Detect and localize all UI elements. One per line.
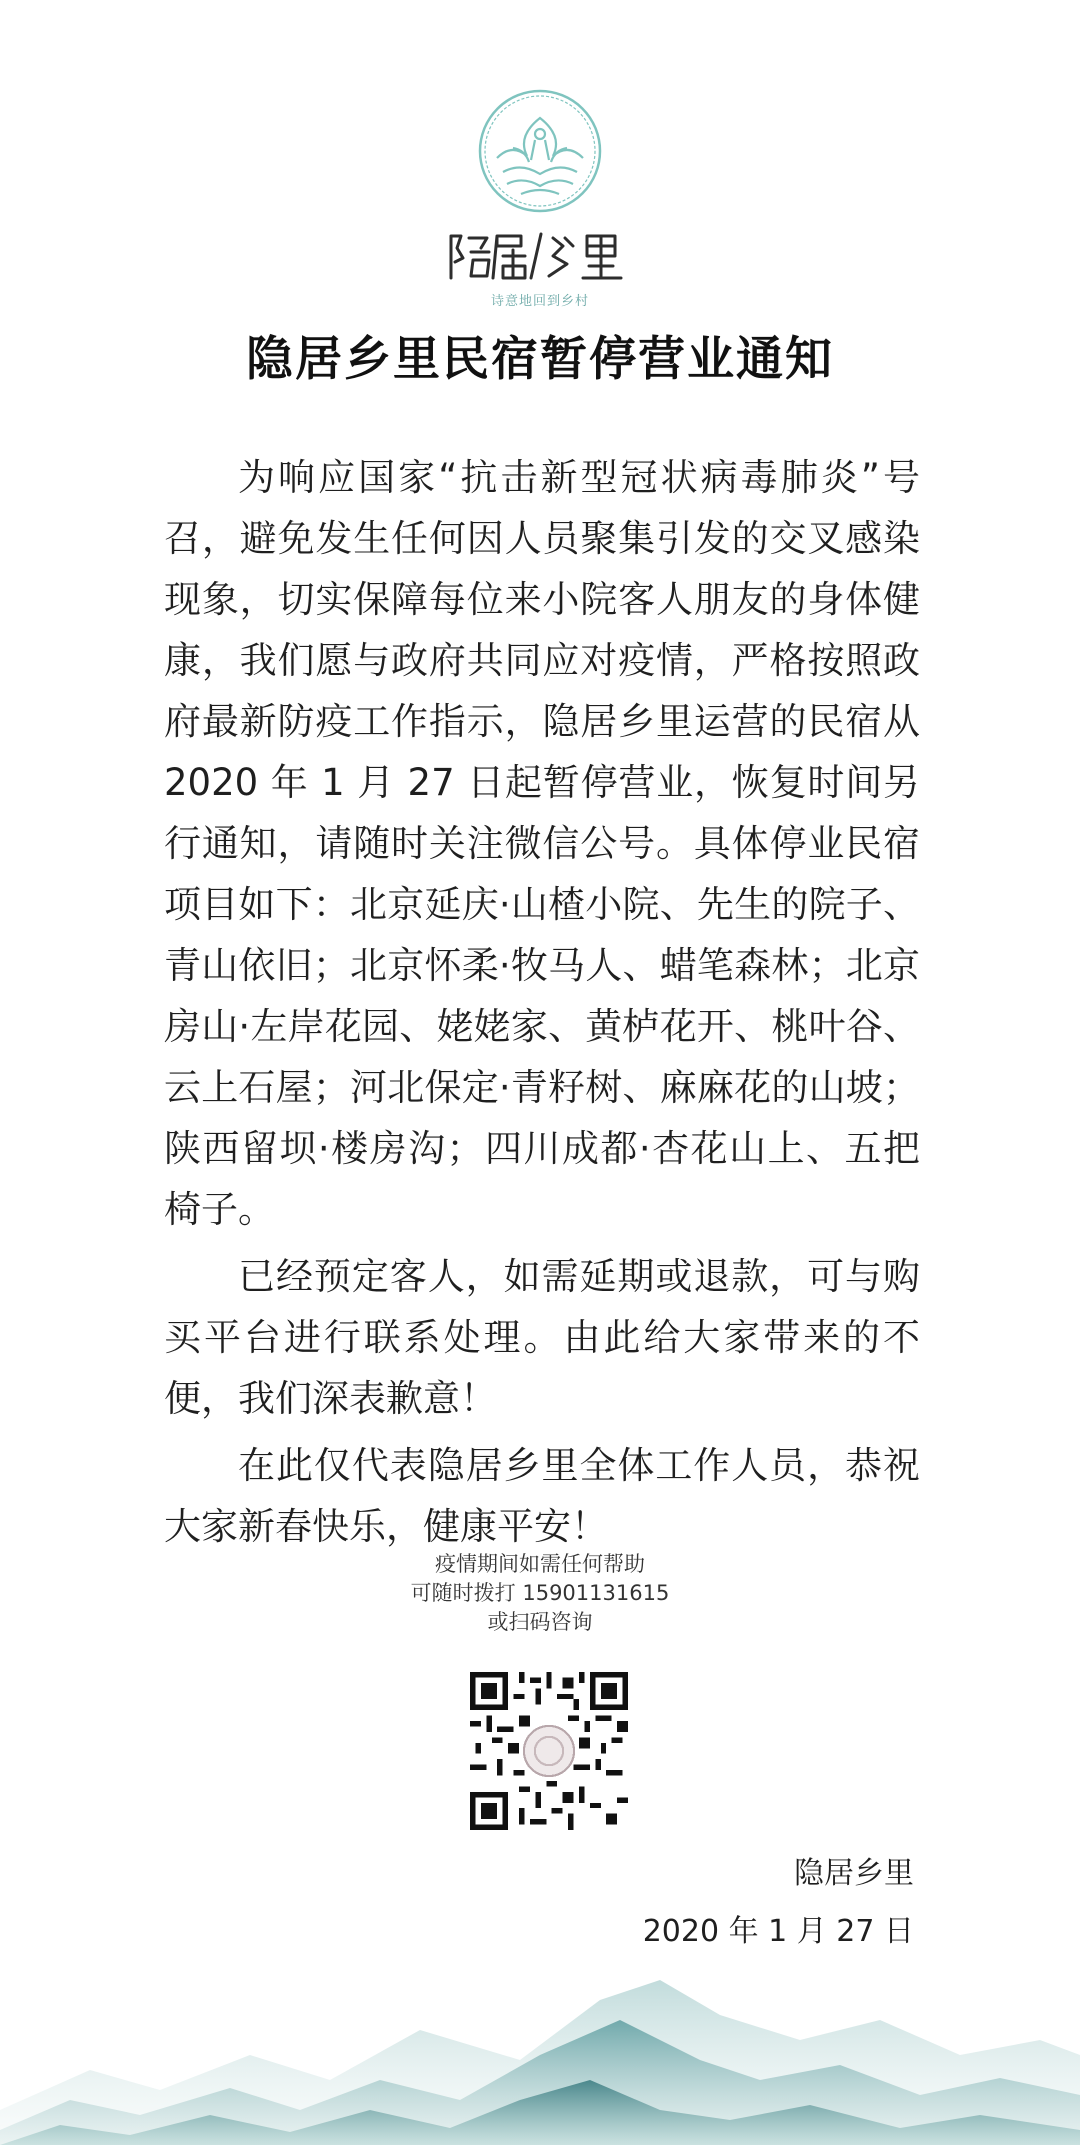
notice-paragraph-greeting: 在此仅代表隐居乡里全体工作人员，恭祝大家新春快乐，健康平安！ <box>164 1444 920 1548</box>
contact-line-help: 疫情期间如需任何帮助 <box>435 1552 645 1576</box>
signoff-block <box>643 1845 914 1961</box>
contact-line-phone: 可随时拨打 15901131615 <box>410 1581 670 1605</box>
brand-name-icon <box>445 228 635 284</box>
notice-paragraph-closure: 为响应国家“抗击新型冠状病毒肺炎”号召，避免发生任何因人员聚集引发的交叉感染现象，切实保障每位来小院客人朋友的身体健康，我们愿与政府共同应对疫情，严格按照政府最新防疫工作指示，隐居乡里运营的民宿从 2020 年 1 月 27 日起暂停营业，恢复时间另行通知，请随时关注微信公号。具体停业民宿项目如下：北京延庆·山楂小院、先生的院子、青山依旧；北京怀柔·牧马人、蜡笔森林；北京房山·左岸花园、姥姥家、黄栌花开、桃叶谷、云上石屋；河北保定·青籽树、麻麻花的山坡；陕西留坝·楼房沟；四川成都·杏花山上、五把椅子。 <box>164 456 920 1231</box>
notice-paragraph-refund: 已经预定客人，如需延期或退款，可与购买平台进行联系处理。由此给大家带来的不便，我们深表歉意！ <box>164 1255 920 1420</box>
brand-logo <box>0 88 1080 309</box>
signoff-org: 隐居乡里 <box>794 1856 914 1891</box>
contact-block <box>0 1550 1080 1637</box>
lotus-seal-icon <box>477 88 603 214</box>
contact-line-scan: 或扫码咨询 <box>487 1610 593 1634</box>
ink-mountains-icon <box>0 1960 1080 2145</box>
signoff-date: 2020 年 1 月 27 日 <box>642 1914 914 1949</box>
qr-code-icon <box>470 1672 628 1830</box>
notice-title: 隐居乡里民宿暂停营业通知 <box>246 332 834 387</box>
brand-tagline: 诗意地回到乡村 <box>490 294 589 309</box>
notice-body <box>164 447 920 1557</box>
